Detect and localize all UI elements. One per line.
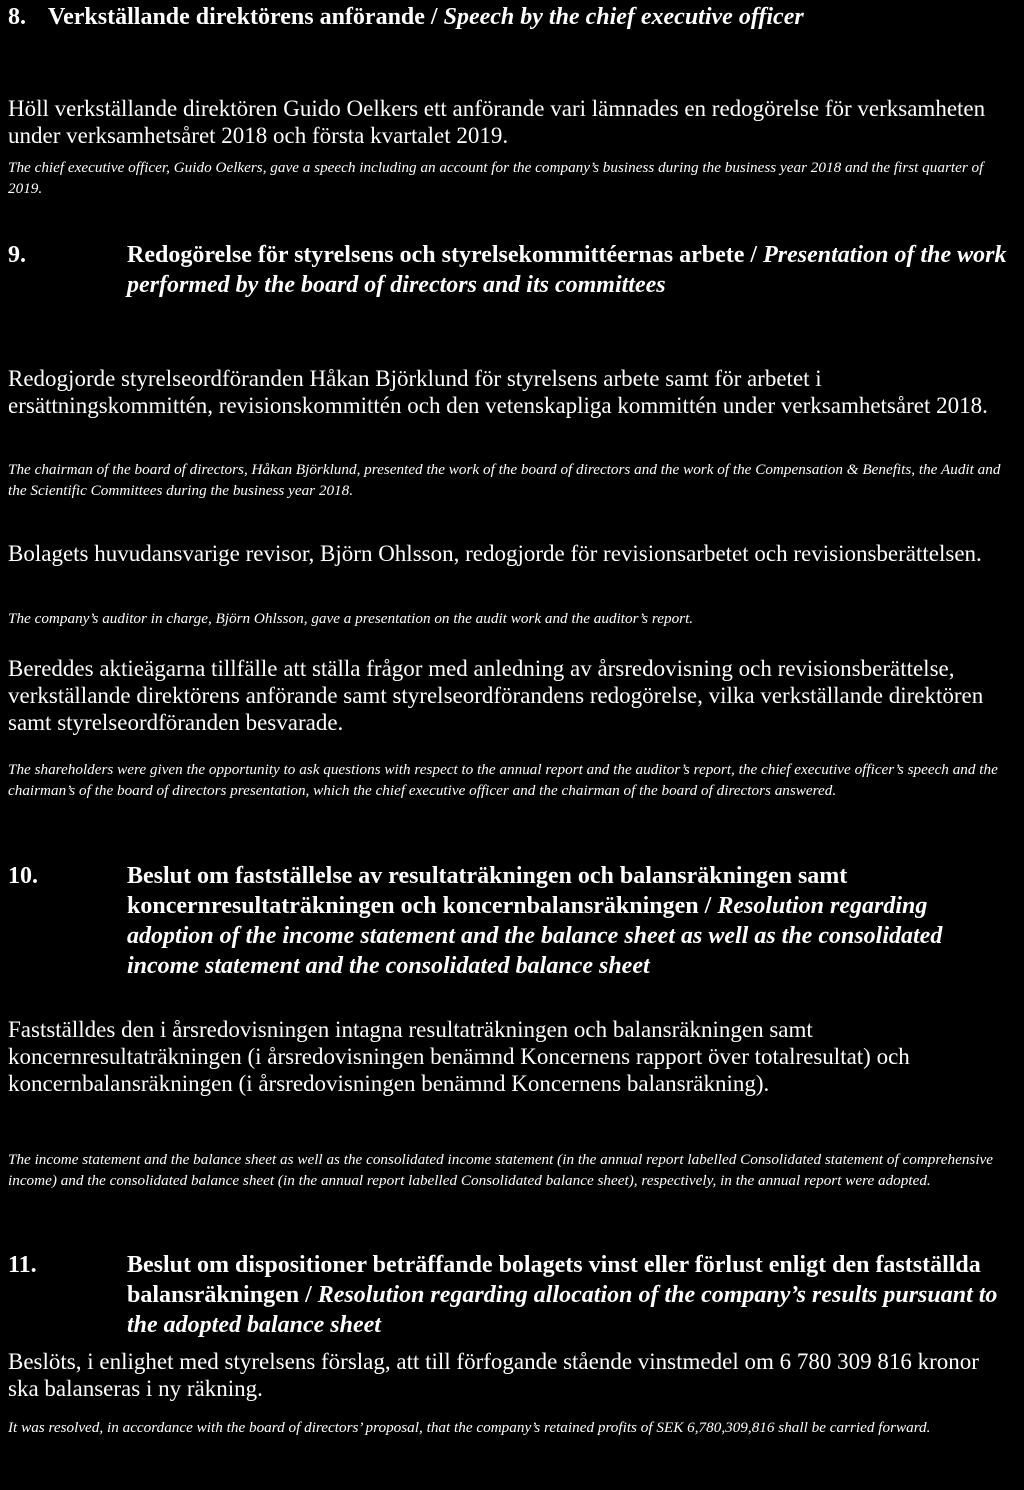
- section-number: 11.: [8, 1252, 37, 1278]
- paragraph-en: The income statement and the balance sheet as well as the consolidated income statement (in the annual report labelled Consolidated statement of comprehensive income) and the consolidated balance sheet (in the annual report labelled Consolidated balance sheet), respectively, in the annual report were adopted.: [8, 1151, 994, 1189]
- paragraph-sv: Redogjorde styrelseordföranden Håkan Björklund för styrelsens arbete samt för arbetet i ersättningskommittén, revisionskommittén och den vetenskapliga kommittén under verksamhetsåret 2018.: [8, 366, 988, 418]
- paragraph-en: The chairman of the board of directors, Håkan Björklund, presented the work of the board of directors and the work of the Compensation & Benefits, the Audit and the Scientific Committees during the business year 2018.: [8, 461, 1001, 499]
- paragraph-sv: Bereddes aktieägarna tillfälle att ställa frågor med anledning av årsredovisning och revisionsberättelse, verkställande direktörens anförande samt styrelseordförandens redogörelse, vilka verkställande direktören samt styrelseordföranden besvarade.: [8, 656, 984, 735]
- section-title-en: Presentation of the work performed by the board of directors and its committees: [127, 242, 1007, 298]
- section-number: 9.: [8, 242, 26, 268]
- paragraph-sv: Höll verkställande direktören Guido Oelkers ett anförande vari lämnades en redogörelse för verksamheten under verksamhetsåret 2018 och första kvartalet 2019.: [8, 96, 986, 148]
- section-title-en: Speech by the chief executive officer: [443, 4, 804, 30]
- section-title-sv: Beslut om fastställelse av resultaträkningen och balansräkningen samt koncernresultaträkningen och koncernbalansräkningen /: [127, 863, 848, 919]
- section-title-sv: Beslut om dispositioner beträffande bolagets vinst eller förlust enligt den fastställda balansräkningen /: [127, 1252, 981, 1308]
- paragraph-en: The chief executive officer, Guido Oelkers, gave a speech including an account for the company’s business during the business year 2018 and the first quarter of 2019.: [8, 159, 984, 197]
- section-number: 8.: [8, 4, 26, 30]
- paragraph-en: It was resolved, in accordance with the board of directors’ proposal, that the company’s retained profits of SEK 6,780,309,816 shall be carried forward.: [8, 1419, 931, 1436]
- section-title: [48, 2, 1008, 32]
- section-title-en: Resolution regarding adoption of the income statement and the balance sheet as well as the consolidated income statement and the consolidated balance sheet: [127, 893, 943, 979]
- section-title-sv: Redogörelse för styrelsens och styrelsekommittéernas arbete /: [127, 242, 764, 268]
- paragraph-sv: Fastställdes den i årsredovisningen intagna resultaträkningen och balansräkningen samt koncernresultaträkningen (i årsredovisningen benämnd Koncernens rapport över totalresultat) och koncernbalansräkningen (i årsredovisningen benämnd Koncernens balansräkning).: [8, 1017, 910, 1096]
- section-title: [127, 240, 1007, 300]
- section-title: [127, 1250, 1007, 1340]
- section-title-sv: Verkställande direktörens anförande /: [48, 4, 444, 30]
- section-title-en: Resolution regarding allocation of the company’s results pursuant to the adopted balance sheet: [127, 1282, 998, 1338]
- paragraph-sv: Bolagets huvudansvarige revisor, Björn Ohlsson, redogjorde för revisionsarbetet och revisionsberättelsen.: [8, 541, 982, 566]
- paragraph-en: The company’s auditor in charge, Björn Ohlsson, gave a presentation on the audit work and the auditor’s report.: [8, 610, 694, 627]
- section-title: [127, 861, 1007, 981]
- section-number: 10.: [8, 863, 38, 889]
- paragraph-en: The shareholders were given the opportunity to ask questions with respect to the annual report and the auditor’s report, the chief executive officer’s speech and the chairman’s of the board of directors presentation, which the chief executive officer and the chairman of the board of directors answered.: [8, 761, 998, 799]
- paragraph-sv: Beslöts, i enlighet med styrelsens förslag, att till förfogande stående vinstmedel om 6 780 309 816 kronor ska balanseras i ny räkning.: [8, 1349, 979, 1401]
